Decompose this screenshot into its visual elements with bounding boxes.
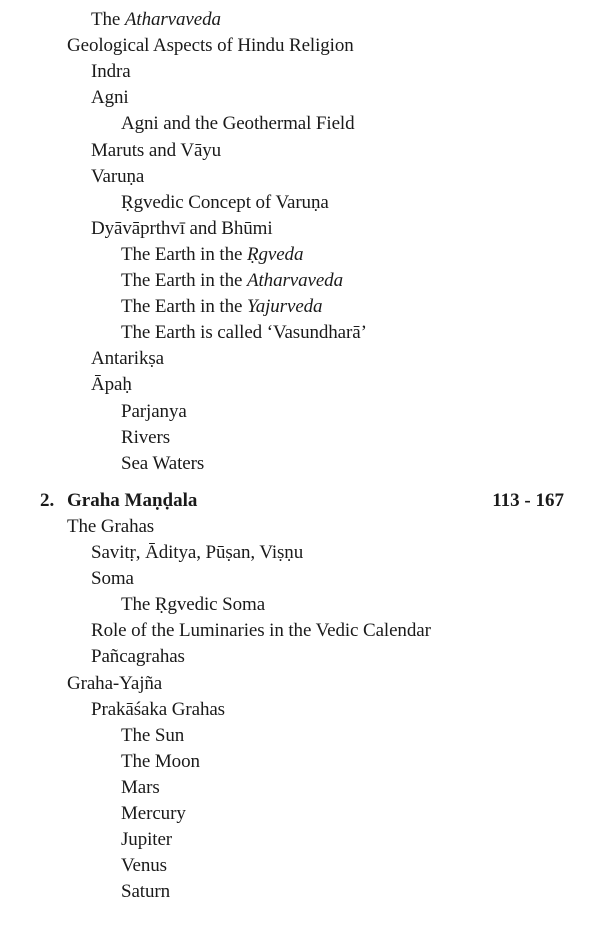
toc-entry-text: Āpaḥ — [91, 374, 132, 396]
toc-entry-level-3 — [121, 775, 160, 801]
toc-entry-text: Jupiter — [121, 829, 173, 851]
toc-entry-level-3 — [121, 749, 200, 775]
toc-entry-text: Indra — [91, 61, 131, 83]
toc-entry-text: Saturn — [121, 881, 171, 903]
chapter-heading — [40, 488, 564, 514]
toc-entry-level-3 — [121, 592, 265, 618]
toc-entry-level-3 — [121, 723, 184, 749]
toc-entry-level-2 — [91, 59, 131, 85]
toc-entry-text: Dyāvāprthvī and Bhūmi — [91, 217, 273, 239]
toc-entry-level-3 — [121, 853, 167, 879]
chapter-number: 2. — [40, 489, 55, 511]
toc-entry-level-3 — [121, 111, 355, 137]
toc-entry-level-3 — [121, 190, 329, 216]
toc-entry-level-1 — [67, 514, 154, 540]
toc-entry-text: Prakāśaka Grahas — [91, 698, 225, 720]
toc-entry-text: Mars — [121, 776, 160, 798]
toc-entry-level-2 — [91, 618, 431, 644]
toc-entry-level-1 — [67, 33, 354, 59]
toc-entry-level-2 — [91, 566, 134, 592]
toc-entry-text: The Earth in the — [121, 243, 247, 265]
toc-entry-text: The Earth in the — [121, 296, 247, 318]
toc-entry-text: The Earth is called ‘Vasundharā’ — [121, 322, 367, 344]
toc-entry-level-2 — [91, 372, 132, 398]
toc-entry-text: Agni — [91, 87, 129, 109]
toc-entry-level-2 — [91, 164, 144, 190]
toc-entry-level-2 — [91, 216, 273, 242]
toc-entry-text: Role of the Luminaries in the Vedic Calendar — [91, 620, 431, 642]
toc-entry-text: Sea Waters — [121, 452, 205, 474]
toc-entry-italic-text: Ṛgveda — [246, 243, 304, 265]
toc-entry-text: Parjanya — [121, 400, 187, 422]
toc-entry-level-3 — [121, 801, 186, 827]
toc-entry-level-3 — [121, 268, 343, 294]
toc-entry-text: The — [91, 9, 125, 30]
toc-entry-text: Varuṇa — [91, 165, 145, 187]
toc-entry-level-3 — [121, 294, 322, 320]
toc-entry-level-2 — [91, 7, 221, 33]
toc-entry-text: Rivers — [121, 426, 171, 448]
toc-entry-text: Soma — [91, 568, 134, 590]
toc-entry-level-3 — [121, 827, 172, 853]
toc-entry-text: Mercury — [121, 803, 186, 824]
toc-entry-level-3 — [121, 399, 187, 425]
toc-entry-text: Graha-Yajña — [67, 672, 163, 694]
toc-entry-text: Savitṛ, Āditya, Pūṣan, Viṣṇu — [91, 542, 304, 563]
toc-entry-text: Ṛgvedic Concept of Varuṇa — [121, 191, 329, 213]
toc-entry-text: Maruts and Vāyu — [91, 139, 222, 161]
toc-entry-level-3 — [121, 242, 303, 268]
toc-entry-text: The Earth in the — [121, 270, 247, 291]
toc-entry-text: The Ṛgvedic Soma — [121, 594, 266, 616]
chapter-page-range: 113 - 167 — [492, 489, 564, 511]
toc-entry-level-2 — [91, 346, 164, 372]
chapter-title: Graha Maṇḍala — [67, 489, 198, 511]
toc-entry-text: The Moon — [121, 750, 200, 772]
toc-entry-level-2 — [91, 697, 225, 723]
toc-entry-italic-text: Yajurveda — [246, 296, 323, 318]
toc-entry-italic-text: Atharvaveda — [124, 9, 221, 30]
toc-entry-text: The Grahas — [67, 515, 155, 537]
toc-entry-text: Antarikṣa — [91, 348, 164, 370]
toc-entry-text: Venus — [121, 855, 167, 877]
toc-entry-level-1 — [67, 671, 162, 697]
toc-entry-text: Geological Aspects of Hindu Religion — [67, 35, 354, 57]
toc-entry-italic-text: Atharvaveda — [246, 270, 343, 291]
toc-entry-level-2 — [91, 85, 129, 111]
toc-entry-level-3 — [121, 879, 170, 905]
toc-entry-level-2 — [91, 644, 185, 670]
toc-entry-text: The Sun — [121, 724, 185, 746]
toc-entry-text: Agni and the Geothermal Field — [121, 113, 355, 135]
toc-entry-level-2 — [91, 540, 303, 566]
toc-entry-text: Pañcagrahas — [91, 646, 185, 668]
toc-entry-level-2 — [91, 138, 221, 164]
toc-entry-level-3 — [121, 320, 367, 346]
toc-entry-level-3 — [121, 451, 204, 477]
toc-entry-level-3 — [121, 425, 170, 451]
